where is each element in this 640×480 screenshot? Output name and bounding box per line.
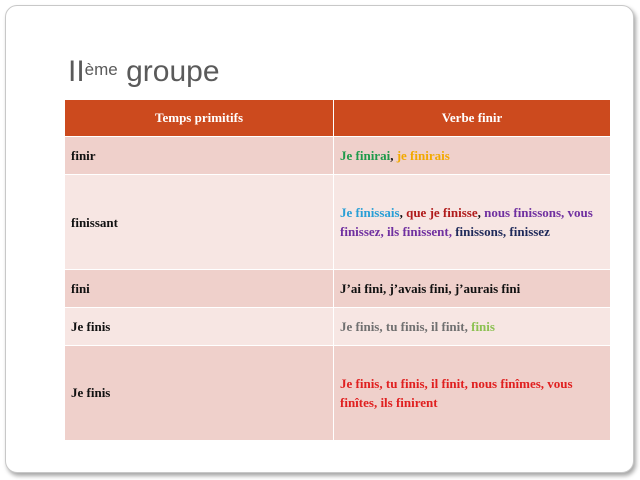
conjugation-segment: J’ai fini, j’avais fini, j’aurais fini: [340, 281, 521, 296]
conjugation-segment: Je finis, tu finis, il finit,: [340, 319, 472, 334]
slide-title: [68, 52, 220, 92]
conjugation-cell: [334, 346, 611, 440]
conjugation-segment: je finirais: [396, 148, 450, 163]
conjugation-table: [65, 100, 610, 440]
conjugation-segment: finissons, finissez: [451, 224, 550, 239]
table-row: [65, 175, 610, 270]
table-row: [65, 270, 610, 308]
primitive-tense-cell: finir: [65, 137, 334, 175]
conjugation-cell: [334, 308, 611, 346]
header-temps-primitifs: Temps primitifs: [65, 100, 334, 137]
table-row: [65, 137, 610, 175]
header-verbe-finir: Verbe finir: [334, 100, 611, 137]
table-header-row: [65, 100, 610, 137]
conjugation-segment: finis: [471, 319, 495, 334]
table-row: [65, 308, 610, 346]
primitive-tense-cell: Je finis: [65, 308, 334, 346]
title-rest: groupe: [117, 55, 220, 88]
primitive-tense-cell: fini: [65, 270, 334, 308]
conjugation-cell: [334, 175, 611, 270]
conjugation-segment: Je finis, tu finis, il finit, nous finîmes, vous finîtes, ils finirent: [340, 375, 573, 410]
conjugation-segment: ,: [399, 205, 407, 220]
conjugation-segment: ,: [477, 205, 485, 220]
conjugation-segment: ,: [390, 148, 397, 163]
conjugation-cell: [334, 137, 611, 175]
title-main: II: [68, 55, 85, 88]
title-superscript: ème: [84, 60, 118, 79]
conjugation-segment: Je finissais: [340, 205, 400, 220]
conjugation-segment: que je finisse: [406, 205, 478, 220]
table-row: [65, 346, 610, 440]
primitive-tense-cell: Je finis: [65, 346, 334, 440]
primitive-tense-cell: finissant: [65, 175, 334, 270]
conjugation-segment: nous finissons, vous finissez, ils finissent,: [340, 205, 593, 239]
conjugation-cell: [334, 270, 611, 308]
conjugation-segment: Je finirai: [340, 148, 391, 163]
